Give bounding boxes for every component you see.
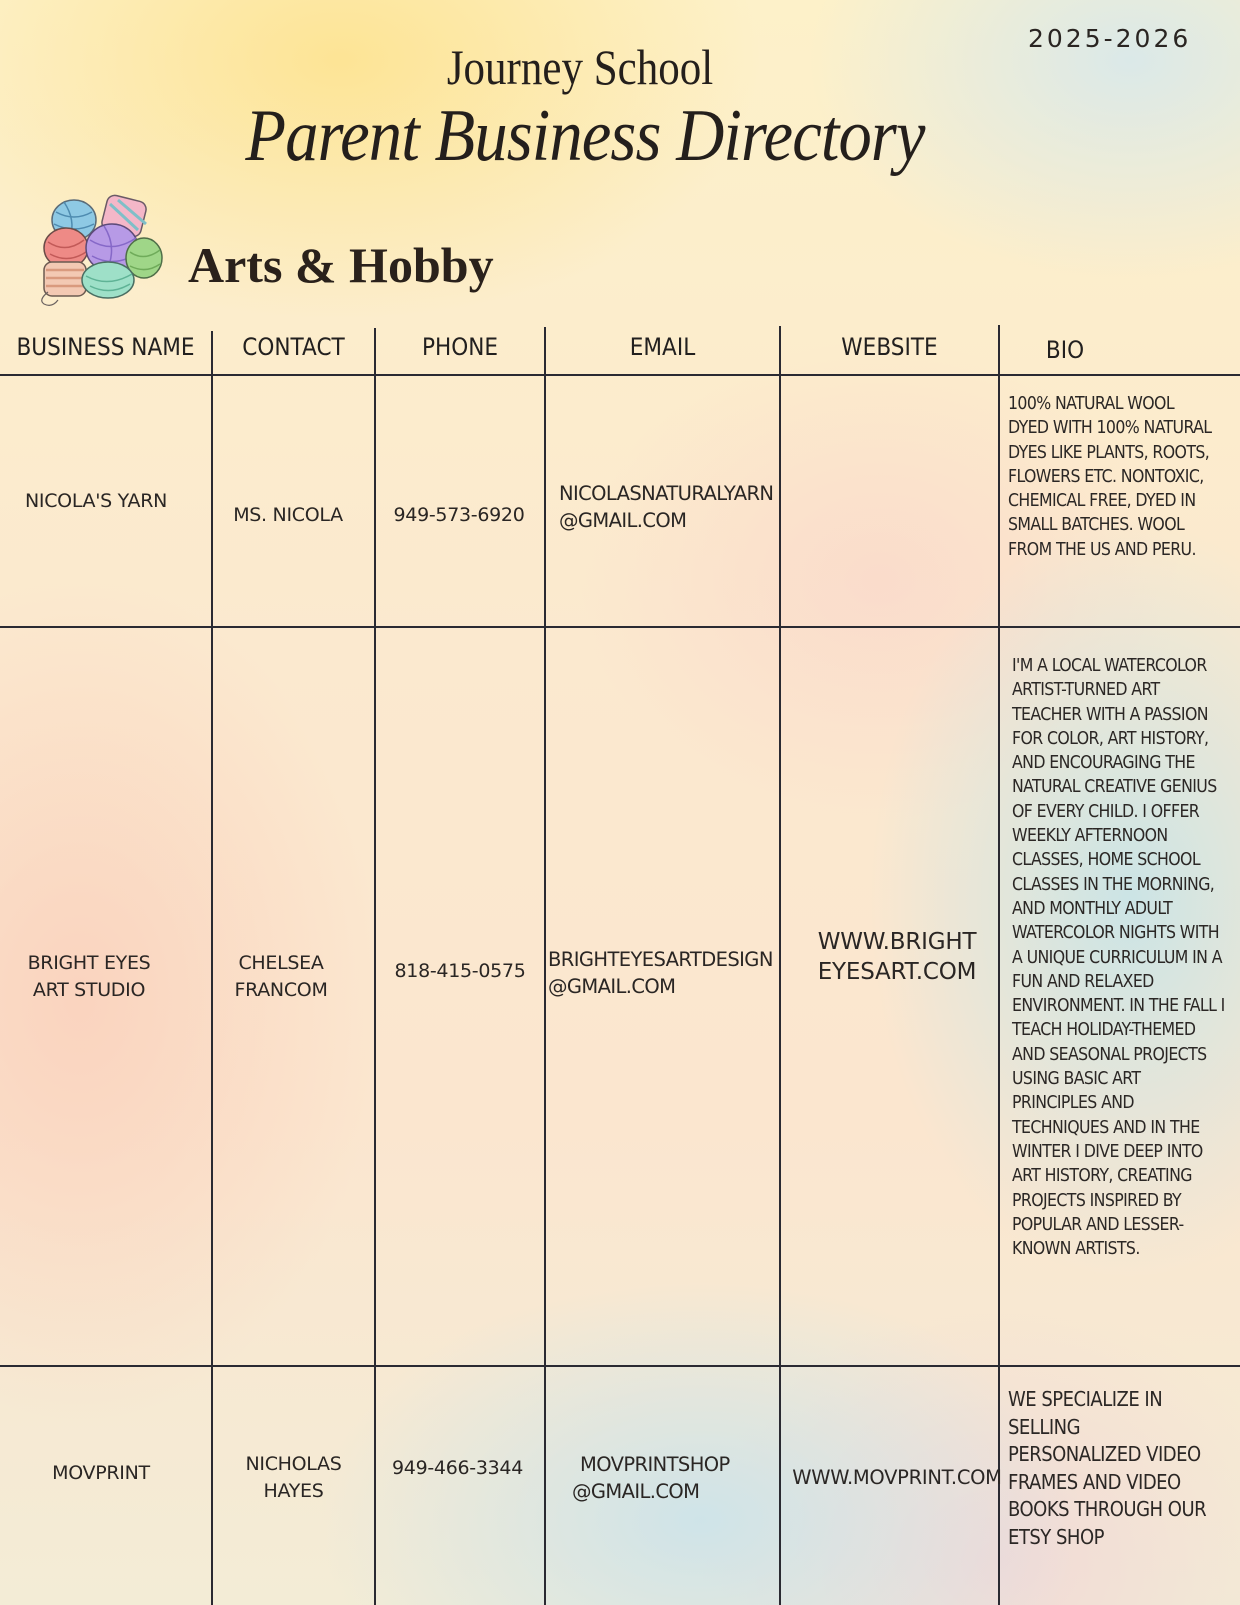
contact-line: FRANCOM (234, 978, 328, 1001)
school-year: 2025-2026 (1028, 24, 1192, 53)
business-name-line: BRIGHT EYES (27, 952, 151, 974)
row-divider (0, 1365, 1240, 1367)
column-header-bio: BIO (1045, 336, 1085, 364)
column-header-business-name: BUSINESS NAME (16, 333, 195, 361)
email-line: @GMAIL.COM (548, 975, 676, 999)
column-header-phone: PHONE (421, 333, 499, 361)
phone-cell: 949-573-6920 (393, 503, 525, 526)
contact-line: HAYES (263, 1479, 324, 1502)
email-cell (548, 946, 783, 1001)
business-name-cell: NICOLA'S YARN (24, 489, 168, 512)
email-cell (572, 1451, 772, 1506)
phone-cell: 949-466-3344 (392, 1457, 523, 1479)
section-title: Arts & Hobby (188, 237, 494, 293)
bio-cell: 100% NATURAL WOOL DYED WITH 100% NATURAL DYES LIKE PLANTS, ROOTS, FLOWERS ETC. NONTOXIC, CHEMICAL FREE, DYED IN SMALL BATCHES. WOOL FROM THE US AND PERU. (1008, 394, 1212, 560)
contact-line: CHELSEA (238, 952, 324, 974)
bio-cell: I'M A LOCAL WATERCOLOR ARTIST-TURNED ART TEACHER WITH A PASSION FOR COLOR, ART HISTORY, AND ENCOURAGING THE NATURAL CREATIVE GENIUS OF EVERY CHILD. I OFFER WEEKLY AFTERNOON CLASSES, HOME SCHOOL CLASSES IN THE MORNING, AND MONTHLY ADULT WATERCOLOR NIGHTS WITH A UNIQUE CURRICULUM IN A FUN AND RELAXED ENVIRONMENT. IN THE FALL I TEACH HOLIDAY-THEMED AND SEASONAL PROJECTS USING BASIC ART PRINCIPLES AND TECHNIQUES AND IN THE WINTER I DIVE DEEP INTO ART HISTORY, CREATING PROJECTS INSPIRED BY POPULAR AND LESSER-KNOWN ARTISTS. (1012, 656, 1225, 1260)
contact-cell (213, 950, 349, 1003)
business-name-cell: MOVPRINT (52, 1462, 150, 1484)
bio-cell: WE SPECIALIZE IN SELLING PERSONALIZED VIDEO FRAMES AND VIDEO BOOKS THROUGH OUR ETSY SHOP (1008, 1387, 1207, 1549)
contact-line: NICHOLAS (245, 1453, 342, 1475)
column-header-website: WEBSITE (841, 333, 938, 361)
business-name-line: ART STUDIO (32, 978, 146, 1001)
contact-cell (213, 1451, 374, 1504)
school-name: Journey School (446, 39, 714, 95)
email-line: BRIGHTEYESARTDESIGN (548, 948, 773, 971)
website-cell (781, 928, 1013, 988)
website-cell: WWW.MOVPRINT.COM (792, 1466, 1002, 1489)
email-line: @GMAIL.COM (572, 1480, 700, 1504)
website-line: WWW.BRIGHT (817, 929, 977, 955)
column-header-contact: CONTACT (242, 333, 345, 361)
page-title: Parent Business Directory (245, 95, 925, 177)
contact-cell: MS. NICOLA (233, 503, 343, 526)
row-divider (0, 626, 1240, 628)
email-line: @GMAIL.COM (559, 509, 687, 533)
column-divider (544, 327, 546, 1605)
yarn-balls-icon (34, 192, 168, 312)
phone-cell: 818-415-0575 (394, 960, 526, 982)
column-header-email: EMAIL (629, 333, 696, 361)
website-line: EYESART.COM (817, 958, 977, 985)
email-line: MOVPRINTSHOP (580, 1453, 730, 1476)
business-name-cell (0, 950, 178, 1003)
email-cell (559, 480, 784, 535)
email-line: NICOLASNATURALYARN (559, 482, 774, 505)
